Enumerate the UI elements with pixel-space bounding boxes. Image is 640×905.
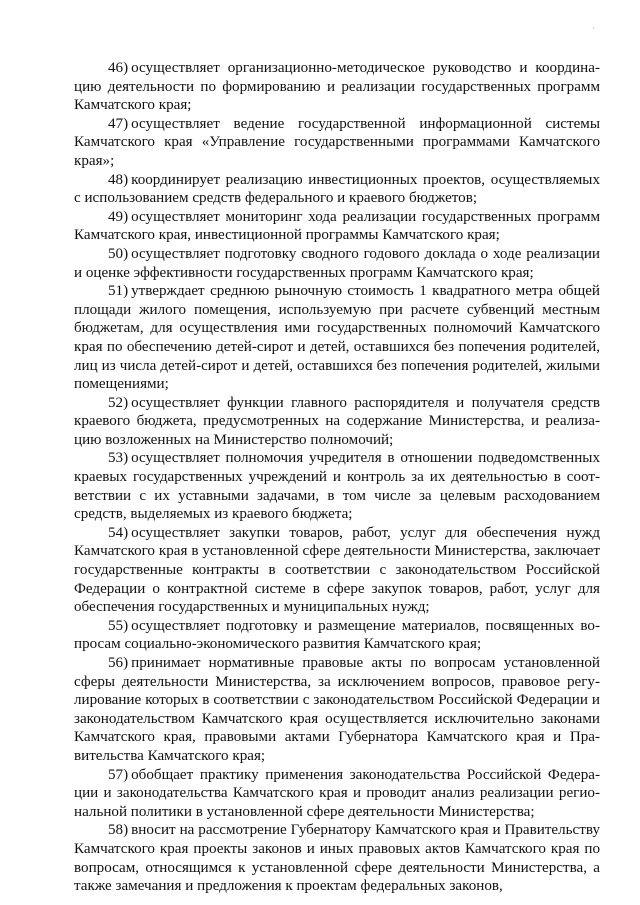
item-number: 47) <box>108 115 129 132</box>
item-number: 46) <box>108 60 129 76</box>
list-item-53 <box>74 449 600 523</box>
item-text: обобщает практику применения законодательства Российской Федерации и законодательства Камчатского края и проводит анализ реализации региональной политики в установленной сфере деятельности Министерства; <box>74 766 600 820</box>
list-item-47 <box>74 115 600 171</box>
item-number: 51) <box>108 283 129 300</box>
list-item-46 <box>74 59 600 115</box>
item-number: 52) <box>108 394 129 411</box>
item-text: осуществляет подготовку сводного годового доклада о ходе реализации и оценке эффективности государственных программ Камчатского края; <box>74 245 600 281</box>
item-text: осуществляет закупки товаров, работ, услуг для обеспечения нужд Камчатского края в установленной сфере деятельности Министерства, заключает государственные контракты в соответствии с законодательством Российской Федерации о контрактной системе в сфере закупок товаров, работ, услуг для обеспечения государственных и муниципальных нужд; <box>74 524 600 616</box>
list-item-51 <box>74 282 600 394</box>
item-text: утверждает среднюю рыночную стоимость 1 квадратного метра общей площади жилого помещения, используемую при расчете субвенций местным бюджетам, для осуществления ими государственных полномочий Камчатского края по обеспечению детей-сирот и детей, оставшихся без попечения родителей, лиц из числа детей-сирот и детей, оставшихся без попечения родителей, жилыми помещениями; <box>74 283 600 393</box>
item-number: 57) <box>108 766 129 783</box>
item-text: осуществляет полномочия учредителя в отношении подведомственных краевых государственных учреждений и контроль за их деятельностью в соответствии с их уставными задачами, в том числе за целевым расходованием средств, выделяемых из краевого бюджета; <box>74 450 600 523</box>
item-text: вносит на рассмотрение Губернатору Камчатского края и Правительству Камчатского края проекты законов и иных правовых актов Камчатского края по вопросам, относящимся к установленной сфере деятельности Министерства, а также замечания и предложения к проектам федеральных законов, <box>74 822 600 895</box>
item-number: 53) <box>108 450 129 467</box>
item-text: осуществляет ведение государственной информационной системы Камчатского края «Управление государственными программами Камчатского края»; <box>74 115 600 169</box>
item-number: 55) <box>108 617 129 634</box>
item-number: 58) <box>108 822 129 839</box>
list-item-50 <box>74 245 600 282</box>
item-text: осуществляет мониторинг хода реализации государственных программ Камчатского края, инвестиционной программы Камчатского края; <box>74 208 600 244</box>
item-text: осуществляет подготовку и размещение материалов, посвященных вопросам социально-экономического развития Камчатского края; <box>74 617 600 653</box>
item-number: 54) <box>108 524 129 541</box>
list-item-52 <box>74 394 600 450</box>
page-corner-mark: · <box>592 24 595 33</box>
item-text: осуществляет функции главного распорядителя и получателя средств краевого бюджета, предусмотренных на содержание Министерства, и реализацию возложенных на Министерство полномочий; <box>74 394 600 448</box>
item-number: 48) <box>108 171 129 188</box>
item-number: 49) <box>108 208 129 225</box>
document-page <box>74 59 600 896</box>
item-number: 50) <box>108 245 129 262</box>
item-text: координирует реализацию инвестиционных проектов, осуществляемых с использованием средств федерального и краевого бюджетов; <box>74 171 600 207</box>
item-number: 56) <box>108 655 129 671</box>
list-item-49 <box>74 208 600 245</box>
list-item-48 <box>74 171 600 208</box>
list-item-55 <box>74 617 600 654</box>
item-text: осуществляет организационно-методическое руководство и координацию деятельности по формированию и реализации государственных программ Камчатского края; <box>74 60 600 114</box>
item-text: принимает нормативные правовые акты по вопросам установленной сферы деятельности Министерства, за исключением вопросов, правовое регулирование которых в соответствии с законодательством Российской Федерации и законодательством Камчатского края осуществляется исключительно законами Камчатского края, правовыми актами Губернатора Камчатского края и Правительства Камчатского края; <box>74 655 600 764</box>
list-item-54 <box>74 524 600 617</box>
list-item-57 <box>74 766 600 822</box>
list-item-56 <box>74 654 600 766</box>
list-item-58 <box>74 821 600 895</box>
